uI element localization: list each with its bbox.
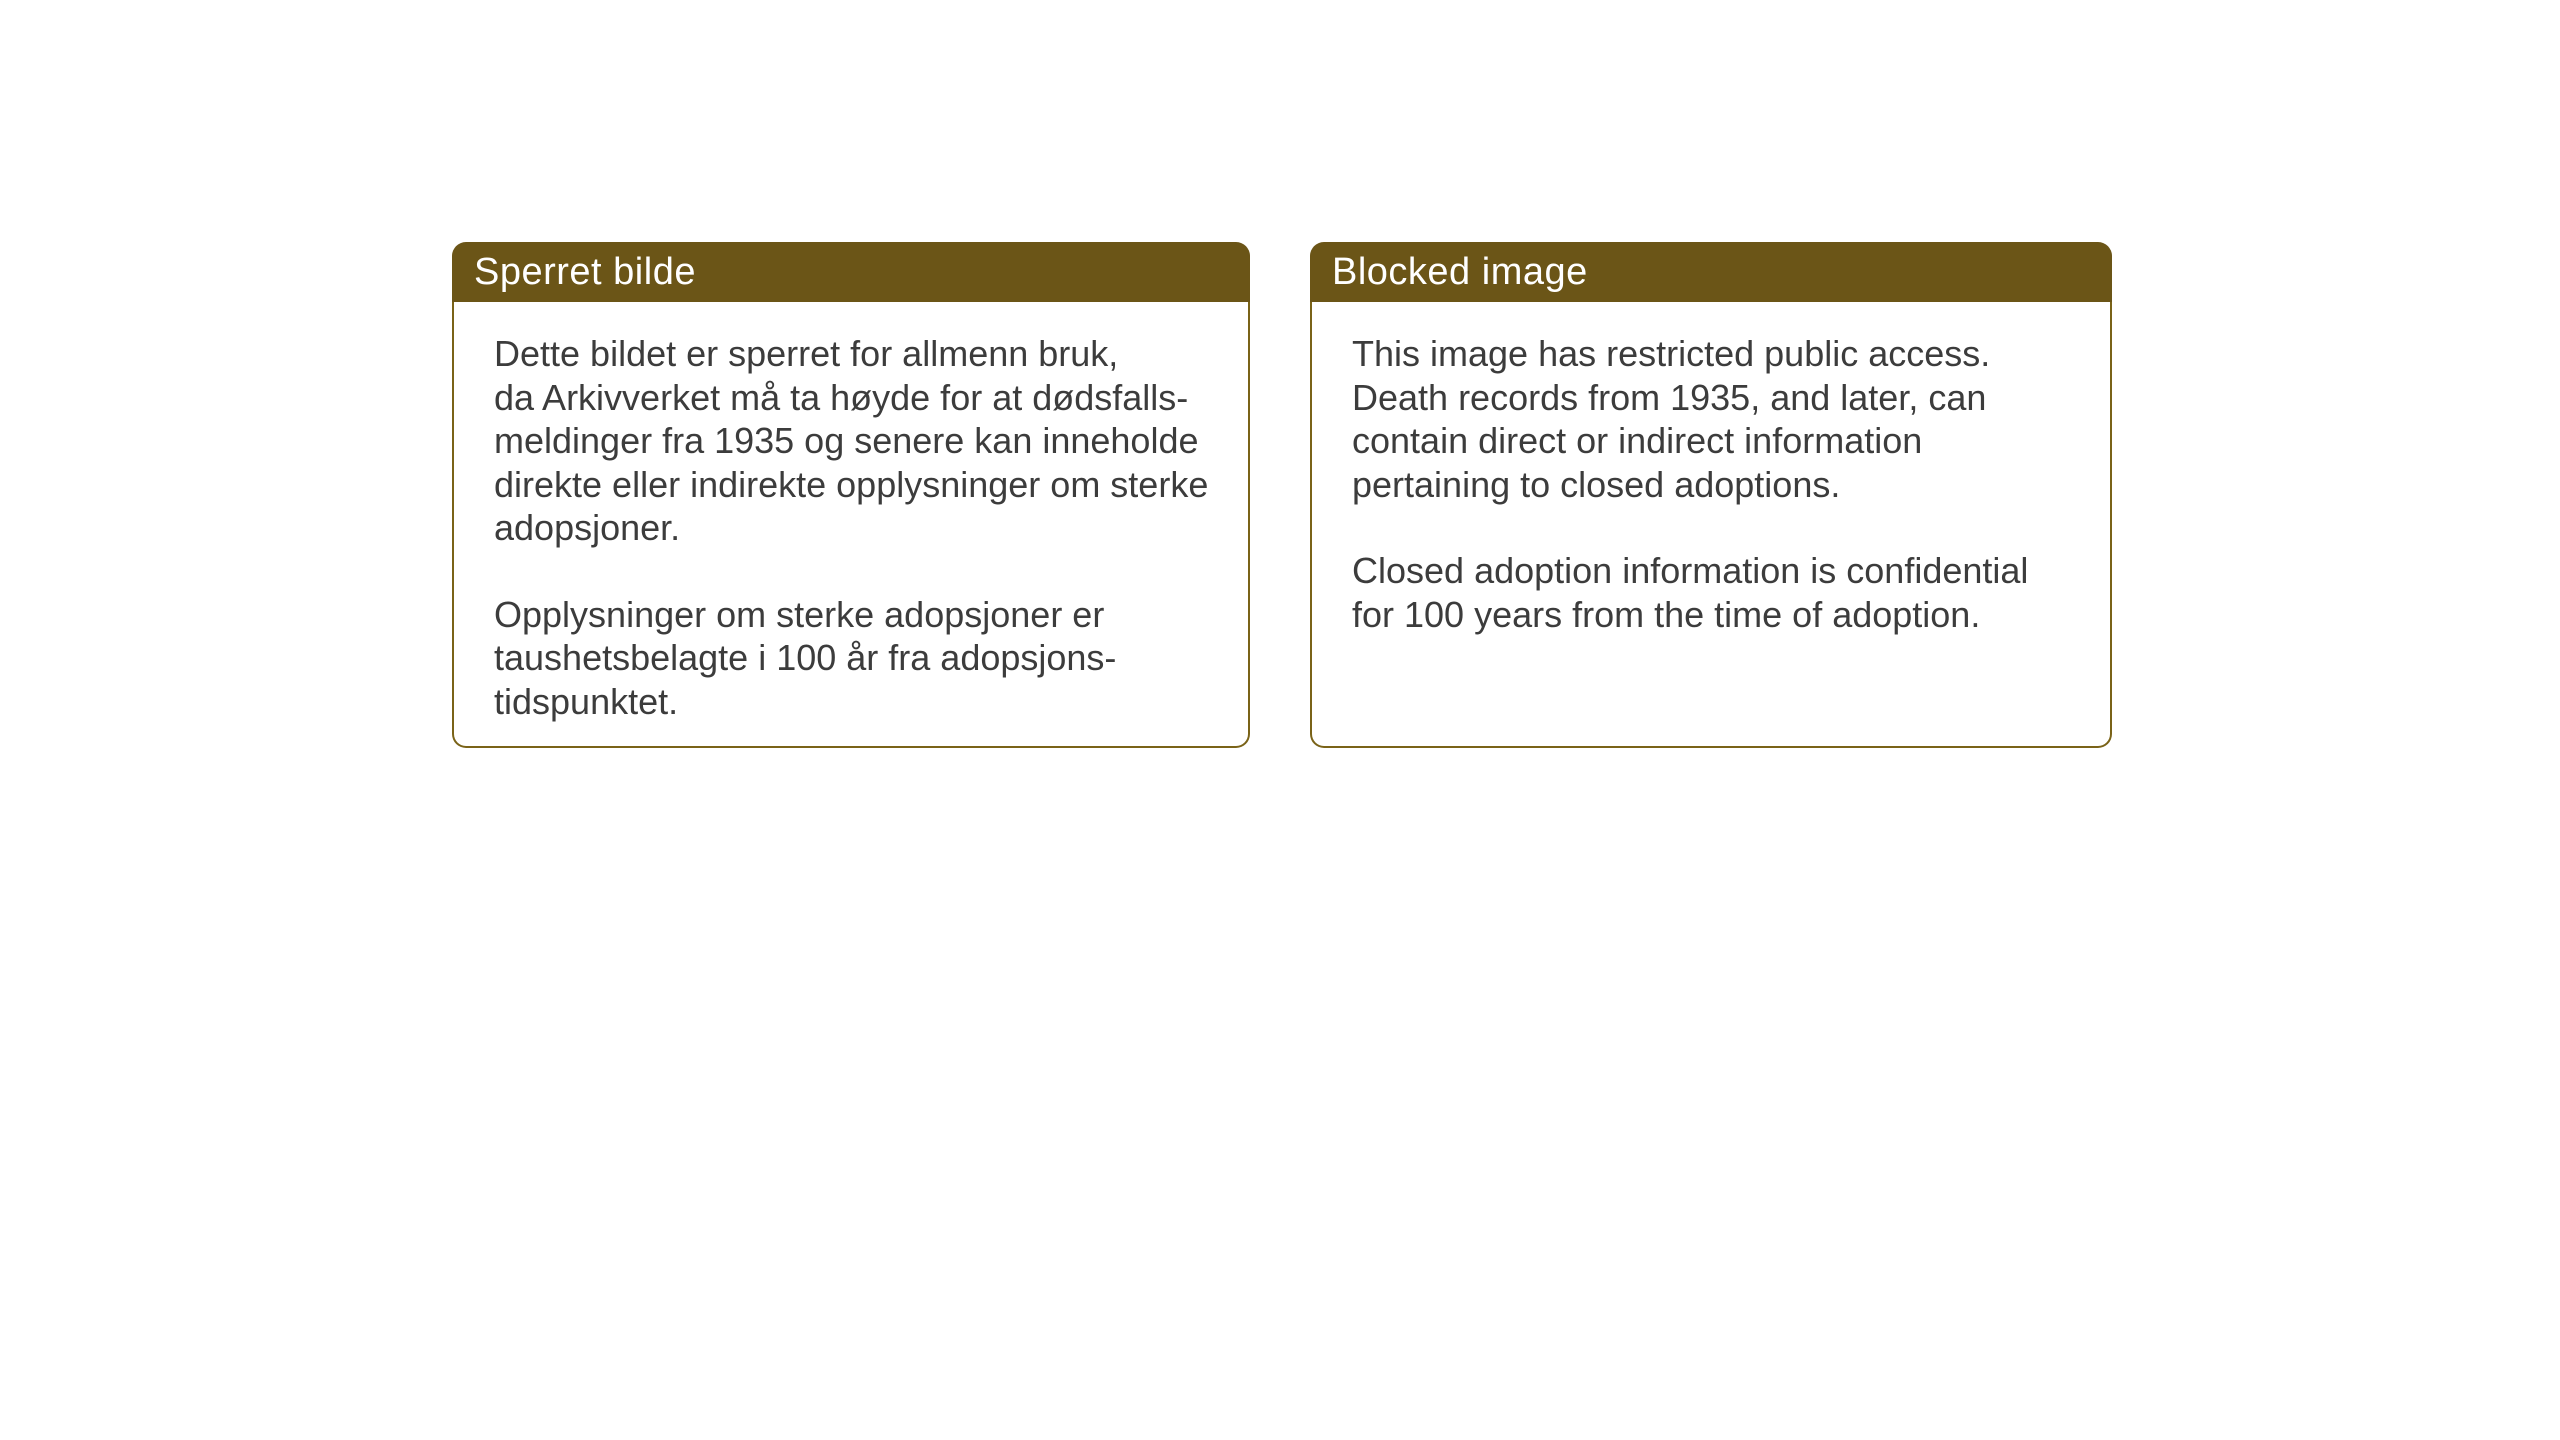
notice-paragraph: Dette bildet er sperret for allmenn bruk, da Arkivverket må ta høyde for at dødsfalls- meldinger fra 1935 og senere kan inneholde direkte eller indirekte opplysninger om sterke adopsjoner. <box>494 333 1209 548</box>
card-header <box>1310 242 2112 302</box>
notice-paragraph: Opplysninger om sterke adopsjoner er taushetsbelagte i 100 år fra adopsjons- tidspunktet. <box>494 593 1117 722</box>
card-body <box>1310 302 2112 748</box>
card-title-norwegian: Sperret bilde <box>474 251 696 293</box>
blocked-image-notice-norwegian <box>452 242 1250 748</box>
card-body <box>452 302 1250 748</box>
card-header <box>452 242 1250 302</box>
notice-paragraph: This image has restricted public access. Death records from 1935, and later, can contain direct or indirect information pertaining to closed adoptions. <box>1352 333 1991 505</box>
card-title-english: Blocked image <box>1332 251 1588 293</box>
notice-paragraph: Closed adoption information is confidential for 100 years from the time of adoption. <box>1352 550 2029 635</box>
blocked-image-notice-english <box>1310 242 2112 748</box>
